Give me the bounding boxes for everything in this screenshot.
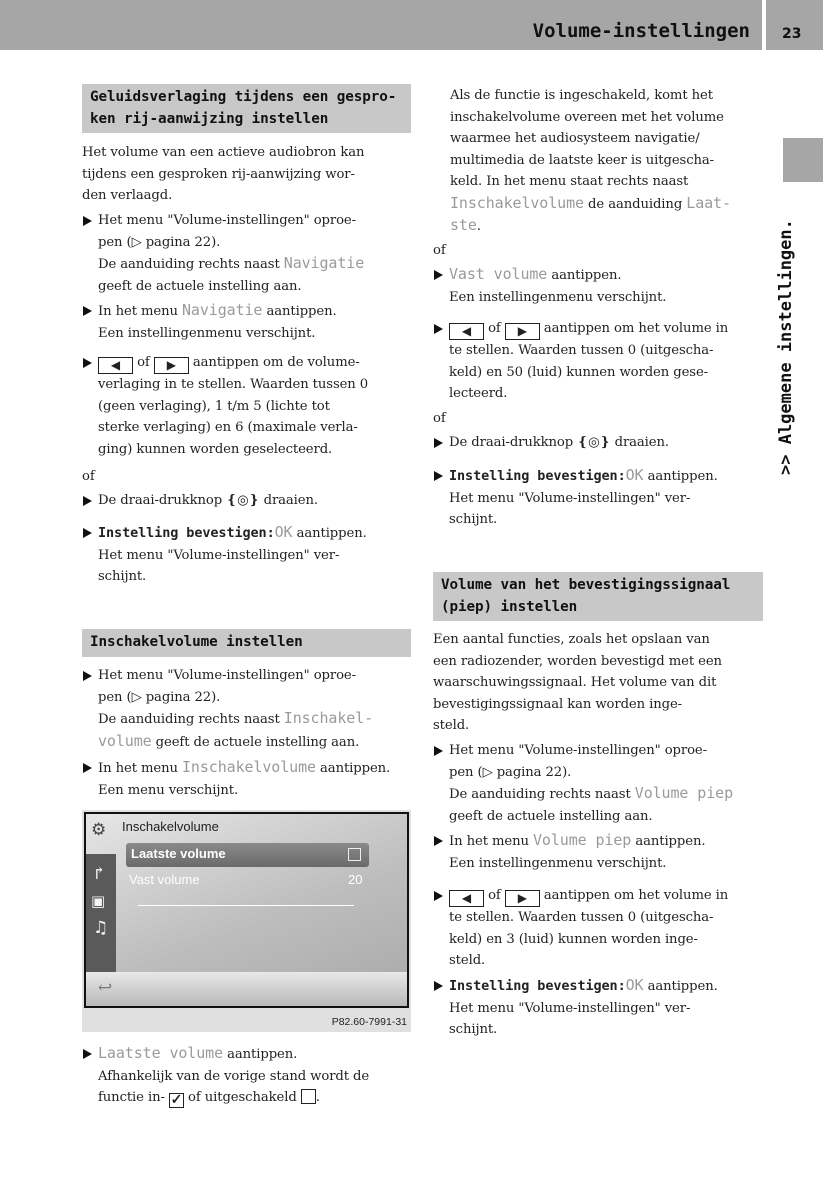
side-tab-marker	[783, 138, 823, 182]
text: aantippen. Een instellingenmenu verschijnt.	[449, 834, 706, 871]
step-arrow-icon	[434, 891, 443, 901]
text: of	[484, 888, 505, 903]
checkbox[interactable]	[348, 848, 361, 861]
back-icon[interactable]: ↩	[98, 978, 113, 998]
screen-title: Inschakelvolume	[122, 819, 219, 834]
instruction-step	[433, 885, 728, 972]
step-arrow-icon	[434, 324, 443, 334]
display-screen	[84, 812, 409, 1008]
text: Inschakelvolume instellen	[90, 634, 303, 650]
screen-footer	[86, 972, 407, 1006]
instruction-step	[433, 264, 666, 308]
text: aantippen. Afhankelijk van de vorige stand wordt de functie in-	[98, 1047, 370, 1105]
paragraph	[82, 466, 95, 488]
instruction-step	[433, 465, 718, 531]
left-arrow-key-icon: ◀	[98, 357, 133, 374]
checkbox-checked-icon: ✓	[170, 1092, 183, 1108]
instruction-step	[82, 352, 368, 460]
display-term: OK	[625, 466, 644, 484]
bold-label: Instelling bevestigen:	[449, 468, 626, 484]
text: of	[433, 411, 446, 426]
text: Het menu "Volume-instellingen" oproe- pen (▷ pagina 22). De aanduiding rechts naast	[98, 213, 356, 272]
instruction-step	[82, 757, 390, 801]
vast-volume-value: 20	[348, 872, 363, 887]
paragraph	[433, 408, 446, 430]
text: geeft de actuele instelling aan.	[98, 278, 302, 294]
display-term: Navigatie	[181, 301, 263, 319]
text: Een aantal functies, zoals het opslaan van een radiozender, worden bevestigd met een waarschuwingssignaal. Het volume van dit bevestigingssignaal kan worden inge- steld.	[433, 632, 722, 733]
instruction-step	[433, 740, 733, 827]
bold-label: Instelling bevestigen:	[449, 978, 626, 994]
paragraph	[450, 85, 731, 238]
text: draaien.	[610, 435, 669, 450]
text: aantippen om het volume in te stellen. Waarden tussen 0 (uitgescha- keld) en 50 (luid) kunnen worden gese- lecteerd.	[449, 321, 729, 401]
display-term: OK	[274, 523, 293, 541]
text: .	[315, 1090, 320, 1105]
display-term: Inschakelvolume	[450, 193, 584, 212]
step-arrow-icon	[83, 496, 92, 506]
right-arrow-key-icon: ▶	[154, 357, 189, 374]
checkbox-empty-icon	[301, 1089, 316, 1104]
instruction-step	[82, 210, 364, 297]
step-arrow-icon	[434, 438, 443, 448]
step-arrow-icon	[83, 528, 92, 538]
bold-label: Instelling bevestigen:	[98, 525, 275, 541]
text: In het menu	[98, 761, 182, 776]
text: De draai-drukknop	[449, 435, 578, 450]
display-term: Laat- ste	[450, 193, 731, 234]
text: Geluidsverlaging tijdens een gespro- ken rij-aanwijzing instellen	[90, 89, 397, 127]
rotary-knob-icon: ❴◎❵	[577, 435, 611, 450]
text: Het volume van een actieve audiobron kan tijdens een gesproken rij-aanwijzing wor- den verlaagd.	[82, 145, 365, 203]
divider	[138, 905, 354, 906]
paragraph	[433, 629, 722, 737]
text: aantippen. Het menu "Volume-instellingen" ver- schijnt.	[98, 526, 367, 584]
instruction-step	[82, 1043, 369, 1109]
right-arrow-key-icon: ▶	[505, 890, 540, 907]
step-arrow-icon	[434, 981, 443, 991]
text: aantippen om de volume- verlaging in te stellen. Waarden tussen 0 (geen verlaging), 1 t/m 5 (lichte tot sterke verlaging) en 6 (maximale verla- ging) kunnen worden geselecteerd.	[98, 355, 369, 457]
section-title: Volume-instellingen	[532, 20, 750, 42]
step-arrow-icon	[83, 306, 92, 316]
text: of	[133, 355, 154, 370]
text: Het menu "Volume-instellingen" oproe- pen (▷ pagina 22). De aanduiding rechts naast	[98, 668, 356, 727]
text: aantippen. Een instellingenmenu verschijnt.	[449, 268, 667, 305]
step-arrow-icon	[434, 746, 443, 756]
image-code: P82.60-7991-31	[331, 1016, 407, 1028]
instruction-step	[433, 975, 718, 1041]
display-term: OK	[625, 976, 644, 994]
display-term: Laatste volume	[98, 1044, 224, 1062]
instruction-step	[82, 522, 367, 588]
step-arrow-icon	[83, 671, 92, 681]
paragraph	[433, 240, 446, 262]
text: geeft de actuele instelling aan.	[449, 808, 653, 824]
text: of	[82, 469, 95, 484]
paragraph	[82, 142, 364, 207]
text: de aanduiding	[583, 196, 687, 212]
text: of	[433, 243, 446, 258]
text: De draai-drukknop	[98, 493, 227, 508]
step-arrow-icon	[83, 358, 92, 368]
step-arrow-icon	[434, 836, 443, 846]
left-arrow-key-icon: ◀	[449, 890, 484, 907]
instruction-step	[433, 318, 728, 405]
display-term: Navigatie	[283, 254, 365, 272]
instruction-step	[82, 665, 373, 753]
step-arrow-icon	[83, 763, 92, 773]
text: Het menu "Volume-instellingen" oproe- pen (▷ pagina 22). De aanduiding rechts naast	[449, 743, 707, 802]
instruction-step	[433, 830, 705, 874]
navigation-arrow-icon[interactable]: ↱	[92, 864, 107, 884]
text: In het menu	[98, 304, 182, 319]
rotary-knob-icon: ❴◎❵	[226, 493, 260, 508]
step-arrow-icon	[83, 1049, 92, 1059]
page-header	[0, 0, 762, 50]
text: draaien.	[259, 493, 318, 508]
display-term: Inschakel- volume	[98, 709, 374, 750]
text: geeft de actuele instelling aan.	[151, 734, 360, 750]
radio-icon[interactable]: ▣	[91, 892, 106, 910]
instruction-step	[82, 490, 318, 512]
text: Volume van het bevestigingssignaal (piep) instellen	[441, 577, 731, 615]
gear-icon: ⚙	[91, 820, 107, 840]
step-arrow-icon	[434, 471, 443, 481]
display-term: Volume piep	[532, 831, 632, 849]
text: .	[476, 219, 481, 234]
menu-item-label: Laatste volume	[131, 846, 226, 861]
step-arrow-icon	[83, 216, 92, 226]
text: Als de functie is ingeschakeld, komt het inschakelvolume overeen met het volume waarmee het audiosysteem navigatie/ multimedia de laatste keer is uitgescha- keld. In het menu staat rechts naast	[450, 88, 724, 189]
display-term: Vast volume	[449, 265, 548, 283]
section-heading	[433, 572, 763, 621]
screen-illustration	[82, 810, 411, 1032]
display-term: Volume piep	[634, 784, 734, 802]
instruction-step	[82, 300, 337, 344]
display-term: Inschakelvolume	[181, 758, 316, 776]
text: aantippen om het volume in te stellen. Waarden tussen 0 (uitgescha- keld) en 3 (luid) kunnen worden inge- steld.	[449, 888, 729, 968]
right-arrow-key-icon: ▶	[505, 323, 540, 340]
text: aantippen. Een menu verschijnt.	[98, 761, 391, 798]
music-note-icon[interactable]: ♫	[93, 918, 109, 938]
text: aantippen. Een instellingenmenu verschijnt.	[98, 304, 337, 341]
menu-item-laatste-volume[interactable]	[126, 843, 369, 867]
text: aantippen. Het menu "Volume-instellingen" ver- schijnt.	[449, 469, 718, 527]
section-heading	[82, 84, 411, 133]
text: In het menu	[449, 834, 533, 849]
step-arrow-icon	[434, 270, 443, 280]
text: of	[484, 321, 505, 336]
text: aantippen. Het menu "Volume-instellingen" ver- schijnt.	[449, 979, 718, 1037]
side-chapter-label: >> Algemene instellingen.	[776, 219, 796, 475]
instruction-step	[433, 432, 669, 454]
menu-item-vast-volume[interactable]: Vast volume	[129, 872, 200, 887]
page-number-box	[766, 0, 823, 50]
section-heading	[82, 629, 411, 657]
text: of uitgeschakeld	[183, 1090, 301, 1105]
left-arrow-key-icon: ◀	[449, 323, 484, 340]
page-number: 23	[782, 26, 802, 42]
